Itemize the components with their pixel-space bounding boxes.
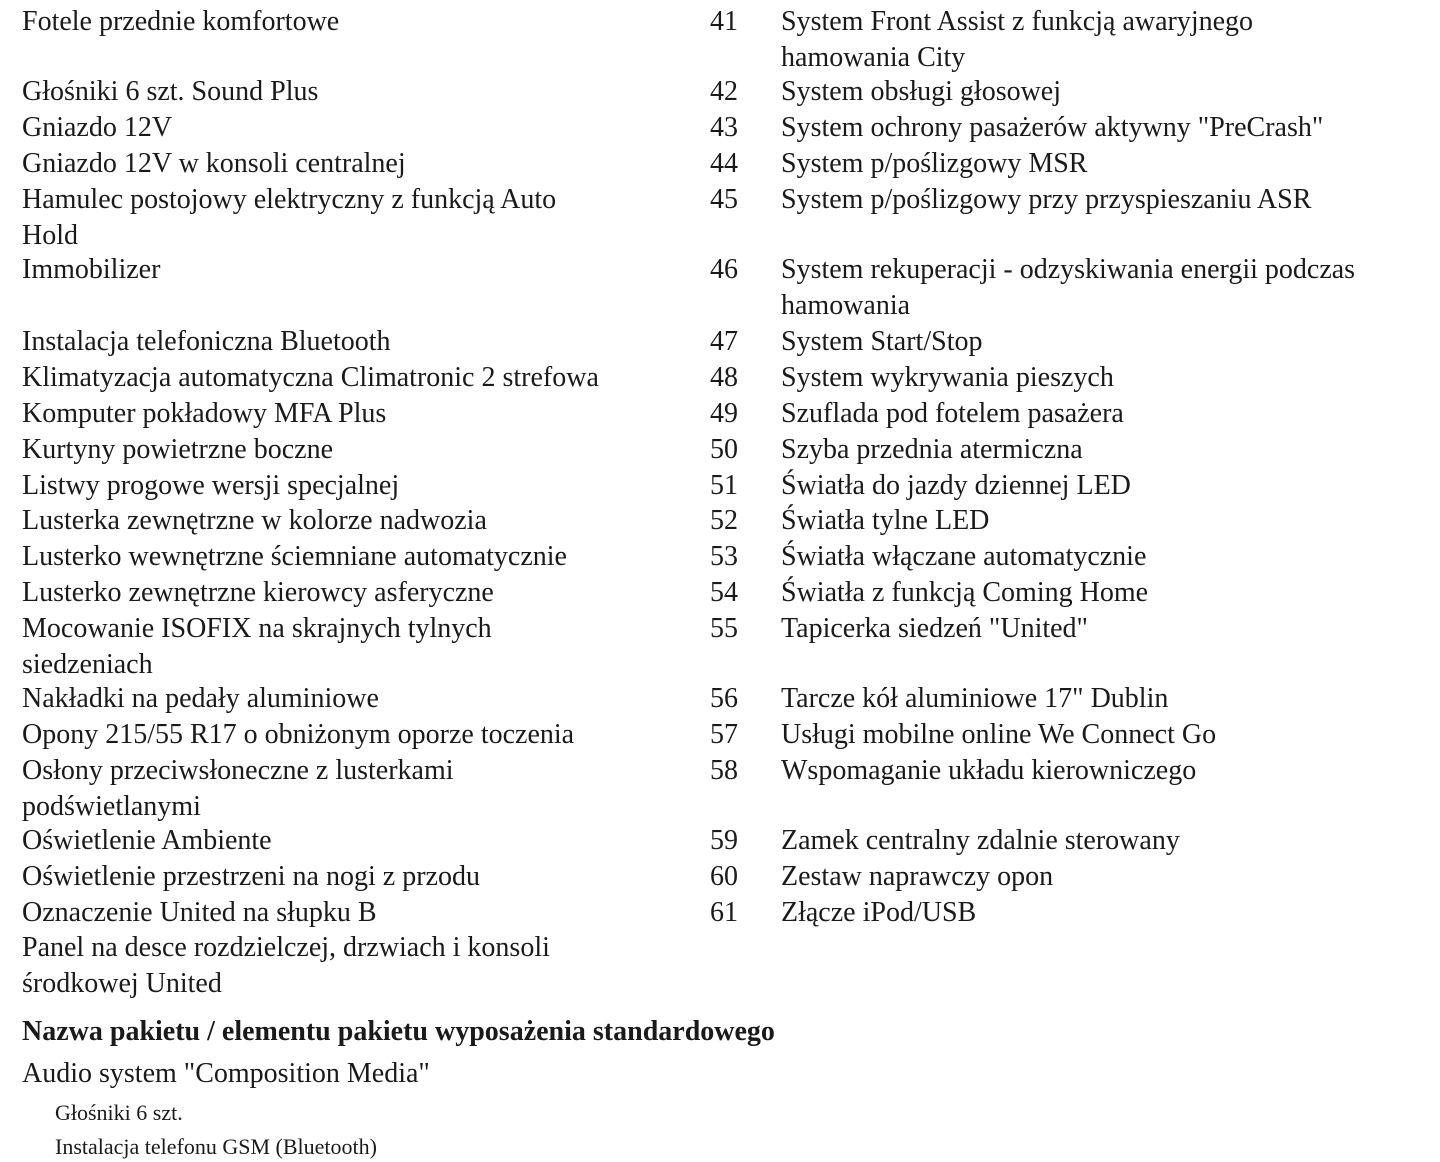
item-number: 49 (710, 398, 738, 429)
item-number: 42 (710, 76, 738, 107)
item-number: 52 (710, 505, 738, 536)
right-item-text: System obsługi głosowej (781, 76, 1062, 107)
item-number: 45 (710, 184, 738, 215)
item-number: 60 (710, 861, 738, 892)
left-item-text: Nakładki na pedały aluminiowe (22, 683, 379, 714)
right-item-text: Światła tylne LED (781, 505, 990, 536)
left-item-text: Klimatyzacja automatyczna Climatronic 2 strefowa (22, 362, 599, 393)
left-item-text: Gniazdo 12V w konsoli centralnej (22, 148, 406, 179)
left-item-text: Oświetlenie przestrzeni na nogi z przodu (22, 861, 480, 892)
right-item-text: Światła do jazdy dziennej LED (781, 470, 1131, 501)
right-item-text: System Front Assist z funkcją awaryjnego (781, 6, 1254, 37)
right-item-text: System wykrywania pieszych (781, 362, 1114, 393)
right-item-text: System ochrony pasażerów aktywny "PreCrash" (781, 112, 1324, 143)
left-item-text: Oświetlenie Ambiente (22, 825, 272, 856)
item-number: 44 (710, 148, 738, 179)
left-item-text: Hold (22, 220, 78, 251)
left-item-text: Oznaczenie United na słupku B (22, 897, 377, 928)
item-number: 59 (710, 825, 738, 856)
item-number: 56 (710, 683, 738, 714)
left-item-text: Kurtyny powietrzne boczne (22, 434, 333, 465)
left-item-text: Fotele przednie komfortowe (22, 6, 340, 37)
right-item-text: hamowania City (781, 42, 966, 73)
left-item-text: Immobilizer (22, 254, 161, 285)
item-number: 50 (710, 434, 738, 465)
left-item-text: Lusterko zewnętrzne kierowcy asferyczne (22, 577, 494, 608)
left-item-text: Lusterka zewnętrzne w kolorze nadwozia (22, 505, 487, 536)
left-item-text: podświetlanymi (22, 791, 201, 822)
right-item-text: System Start/Stop (781, 326, 983, 357)
right-item-text: Światła włączane automatycznie (781, 541, 1147, 572)
left-item-text: Głośniki 6 szt. Sound Plus (22, 76, 319, 107)
item-number: 55 (710, 613, 738, 644)
package-name: Audio system "Composition Media" (22, 1058, 430, 1089)
right-item-text: Tarcze kół aluminiowe 17" Dublin (781, 683, 1169, 714)
package-item: Instalacja telefonu GSM (Bluetooth) (55, 1134, 377, 1159)
left-item-text: Opony 215/55 R17 o obniżonym oporze toczenia (22, 719, 575, 750)
item-number: 48 (710, 362, 738, 393)
left-item-text: Panel na desce rozdzielczej, drzwiach i konsoli (22, 932, 550, 963)
item-number: 61 (710, 897, 738, 928)
right-item-text: Złącze iPod/USB (781, 897, 977, 928)
left-item-text: Instalacja telefoniczna Bluetooth (22, 326, 391, 357)
right-item-text: System rekuperacji - odzyskiwania energii podczas (781, 254, 1356, 285)
item-number: 47 (710, 326, 738, 357)
left-item-text: Mocowanie ISOFIX na skrajnych tylnych (22, 613, 492, 644)
left-item-text: Komputer pokładowy MFA Plus (22, 398, 387, 429)
right-item-text: Zamek centralny zdalnie sterowany (781, 825, 1180, 856)
left-item-text: Hamulec postojowy elektryczny z funkcją Auto (22, 184, 557, 215)
left-item-text: Osłony przeciwsłoneczne z lusterkami (22, 755, 454, 786)
left-item-text: Lusterko wewnętrzne ściemniane automatycznie (22, 541, 567, 572)
left-item-text: Gniazdo 12V (22, 112, 173, 143)
right-item-text: System p/poślizgowy MSR (781, 148, 1088, 179)
right-item-text: Usługi mobilne online We Connect Go (781, 719, 1217, 750)
right-item-text: Szyba przednia atermiczna (781, 434, 1083, 465)
left-item-text: siedzeniach (22, 649, 153, 680)
right-item-text: Szuflada pod fotelem pasażera (781, 398, 1124, 429)
item-number: 43 (710, 112, 738, 143)
item-number: 46 (710, 254, 738, 285)
left-item-text: Listwy progowe wersji specjalnej (22, 470, 400, 501)
item-number: 51 (710, 470, 738, 501)
item-number: 54 (710, 577, 738, 608)
item-number: 57 (710, 719, 738, 750)
right-item-text: System p/poślizgowy przy przyspieszaniu ASR (781, 184, 1312, 215)
package-item: Głośniki 6 szt. (55, 1100, 183, 1125)
right-item-text: Zestaw naprawczy opon (781, 861, 1054, 892)
item-number: 41 (710, 6, 738, 37)
right-item-text: Tapicerka siedzeń "United" (781, 613, 1088, 644)
item-number: 58 (710, 755, 738, 786)
right-item-text: Wspomaganie układu kierowniczego (781, 755, 1197, 786)
right-item-text: hamowania (781, 290, 911, 321)
item-number: 53 (710, 541, 738, 572)
left-item-text: środkowej United (22, 968, 222, 999)
package-section-heading: Nazwa pakietu / elementu pakietu wyposażenia standardowego (22, 1016, 775, 1047)
right-item-text: Światła z funkcją Coming Home (781, 577, 1149, 608)
